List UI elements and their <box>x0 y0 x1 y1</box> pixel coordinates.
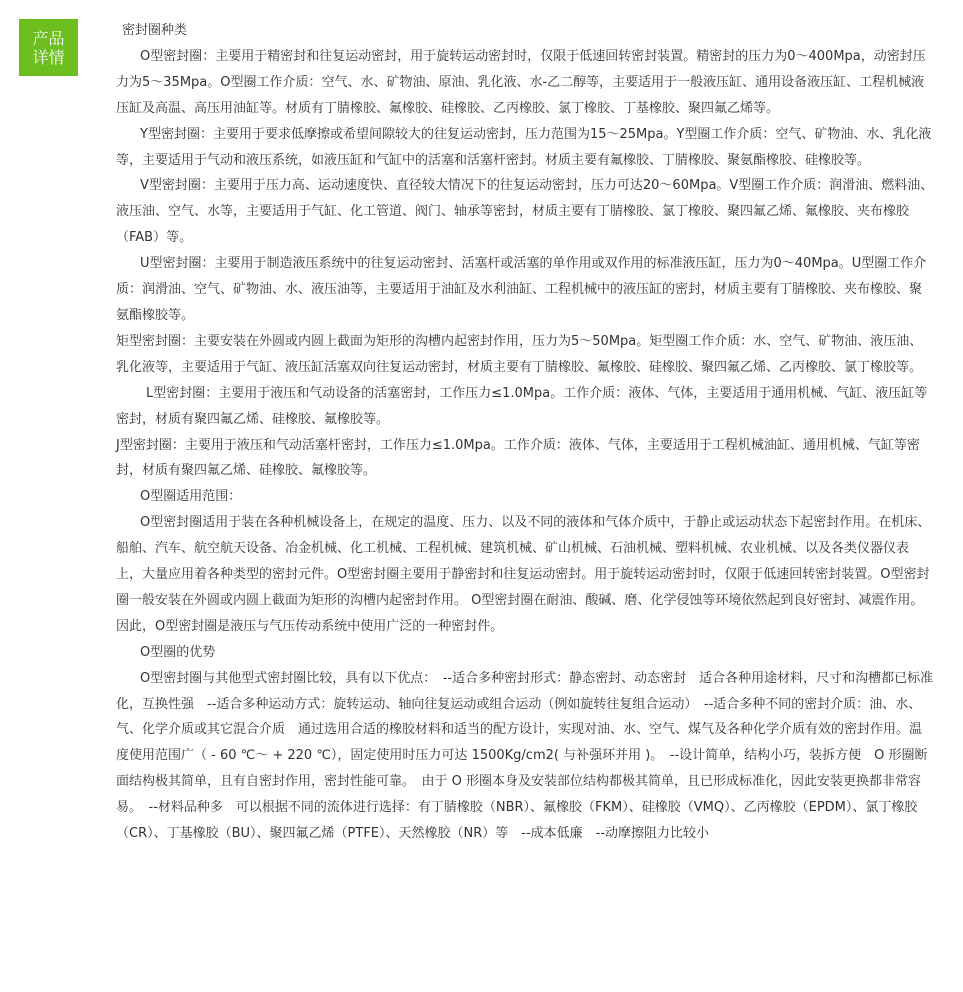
badge-line-2: 详情 <box>32 47 65 67</box>
paragraph-advantages: O型密封圈与其他型式密封圈比较，具有以下优点： --适合多种密封形式：静态密封、动态密封 适合各种用途材料，尺寸和沟槽都已标准化，互换性强 --适合多种运动方式：旋转运动、轴向往复运动或组合运动（例如旋转往复组合运动） --适合多种不同的密封介质：油、水、气、化学介质或其它混合介质 通过选用合适的橡胶材料和适当的配方设计，实现对油、水、空气、煤气及各种化学介质有效的密封作用。温度使用范围广（ - 60 ℃～ + 220 ℃），固定使用时压力可达 1500Kg/cm2( 与补强环并用 )。 --设计简单，结构小巧，装拆方便 O 形圈断面结构极其简单，且有自密封作用，密封性能可靠。 由于 O 形圈本身及安装部位结构都极其简单，且已形成标准化，因此安装更换都非常容易。 --材料品种多 可以根据不同的流体进行选择：有丁腈橡胶（NBR）、氟橡胶（FKM）、硅橡胶（VMQ）、乙丙橡胶（EPDM）、氯丁橡胶（CR）、丁基橡胶（BU）、聚四氟乙烯（PTFE）、天然橡胶（NR）等 --成本低廉 --动摩擦阻力比较小 <box>116 670 934 842</box>
article-body <box>116 18 934 847</box>
paragraph-y-ring: Y型密封圈：主要用于要求低摩擦或希望间隙较大的往复运动密封，压力范围为15～25Mpa。Y型圈工作介质：空气、矿物油、水、乳化液等，主要适用于气动和液压系统，如液压缸和气缸中的活塞和活塞杆密封。材质主要有氟橡胶、丁腈橡胶、聚氨酯橡胶、硅橡胶等。 <box>116 126 932 168</box>
paragraph-j-ring: J型密封圈：主要用于液压和气动活塞杆密封，工作压力≤1.0Mpa。工作介质：液体、气体，主要适用于工程机械油缸、通用机械、气缸等密封，材质有聚四氟乙烯、硅橡胶、氟橡胶等。 <box>116 437 920 479</box>
badge-line-1: 产品 <box>32 28 65 48</box>
paragraph-u-ring: U型密封圈：主要用于制造液压系统中的往复运动密封、活塞杆或活塞的单作用或双作用的标准液压缸，压力为0～40Mpa。U型圈工作介质：润滑油、空气、矿物油、水、液压油等，主要适用于油缸及水利油缸、工程机械中的液压缸的密封，材质主要有丁腈橡胶、夹布橡胶、聚氨酯橡胶等。 <box>116 256 927 323</box>
paragraph-v-ring: V型密封圈：主要用于压力高、运动速度快、直径较大情况下的往复运动密封，压力可达20～60Mpa。V型圈工作介质：润滑油、燃料油、液压油、空气、水等，主要适用于气缸、化工管道、阀门、轴承等密封，材质主要有丁腈橡胶、氯丁橡胶、聚四氟乙烯、氟橡胶、夹布橡胶（FAB）等。 <box>116 178 934 246</box>
badge-label <box>32 29 64 67</box>
paragraph-rect-ring: 矩型密封圈：主要安装在外圆或内圆上截面为矩形的沟槽内起密封作用，压力为5～50Mpa。矩型圈工作介质：水、空气、矿物油、液压油、乳化液等，主要适用于气缸、液压缸活塞双向往复运动密封，材质主要有丁腈橡胶、氟橡胶、硅橡胶、聚四氟乙烯、乙丙橡胶、氯丁橡胶等。 <box>116 333 923 375</box>
scope-heading: O型圈适用范围： <box>140 489 242 505</box>
product-details-badge <box>19 19 78 76</box>
advantage-heading: O型圈的优势 <box>140 644 216 660</box>
section-title: 密封圈种类 <box>122 23 188 38</box>
paragraph-scope: O型密封圈适用于装在各种机械设备上，在规定的温度、压力、以及不同的液体和气体介质中，于静止或运动状态下起密封作用。在机床、船舶、汽车、航空航天设备、冶金机械、化工机械、工程机械、建筑机械、矿山机械、石油机械、塑料机械、农业机械、以及各类仪器仪表上，大量应用着各种类型的密封元件。O型密封圈主要用于静密封和往复运动密封。用于旋转运动密封时，仅限于低速回转密封装置。O型密封圈一般安装在外圆或内圆上截面为矩形的沟槽内起密封作用。 O型密封圈在耐油、酸碱、磨、化学侵蚀等环境依然起到良好密封、减震作用。因此，O型密封圈是液压与气压传动系统中使用广泛的一种密封件。 <box>116 515 931 634</box>
paragraph-l-ring: L型密封圈：主要用于液压和气动设备的活塞密封，工作压力≤1.0Mpa。工作介质：液体、气体，主要适用于通用机械、气缸、液压缸等密封，材质有聚四氟乙烯、硅橡胶、氟橡胶等。 <box>116 385 928 427</box>
paragraph-o-ring: O型密封圈：主要用于精密封和往复运动密封，用于旋转运动密封时，仅限于低速回转密封装置。精密封的压力为0～400Mpa，动密封压力为5～35Mpa。O型圈工作介质：空气、水、矿物油、原油、乳化液、水-乙二醇等，主要适用于一般液压缸、通用设备液压缸、工程机械液压缸及高温、高压用油缸等。材质有丁腈橡胶、氟橡胶、硅橡胶、乙丙橡胶、氯丁橡胶、丁基橡胶、聚四氟乙烯等。 <box>116 48 926 116</box>
